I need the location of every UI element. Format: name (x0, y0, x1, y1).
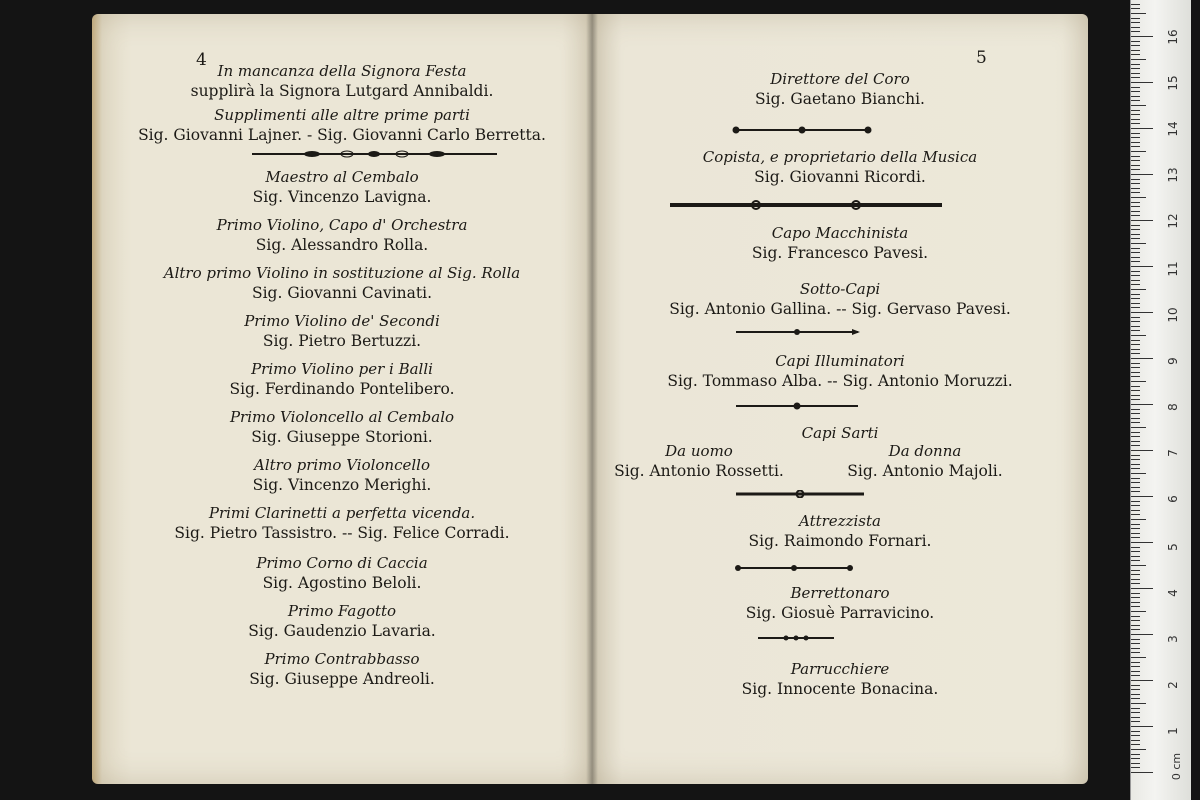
entry-role: Supplimenti alle altre prime parti (214, 106, 470, 124)
ruler-tick (1131, 703, 1146, 704)
ruler-tick (1131, 68, 1140, 69)
entry-role: Capi Illuminatori (775, 352, 905, 370)
ruler-tick (1131, 445, 1140, 446)
ruler-tick (1131, 156, 1140, 157)
ruler-tick (1131, 574, 1140, 575)
ruler-tick (1131, 528, 1140, 529)
entry-corno (92, 554, 592, 593)
ruler-tick (1131, 105, 1146, 106)
ruler-tick (1131, 519, 1146, 520)
ruler-tick (1131, 551, 1140, 552)
ruler-tick (1131, 464, 1140, 465)
entry-role: Primo Contrabbasso (264, 650, 420, 668)
ruler-tick (1131, 77, 1140, 78)
ruler-tick (1131, 146, 1140, 147)
ruler-tick (1131, 758, 1140, 759)
ruler-tick (1131, 64, 1140, 65)
entry-violoncello-cembalo (92, 408, 592, 447)
entry-name: Sig. Raimondo Fornari. (748, 532, 932, 550)
entry-maestro (92, 168, 592, 207)
entry-name: Sig. Giuseppe Storioni. (251, 428, 433, 446)
ruler-tick (1131, 602, 1140, 603)
ruler-tick (1131, 496, 1153, 497)
entry-role: Direttore del Coro (770, 70, 910, 88)
ruler-tick (1131, 459, 1140, 460)
ruler-tick (1131, 482, 1140, 483)
entry-berrettonaro (592, 584, 1088, 623)
ruler-tick (1131, 128, 1153, 129)
ruler-tick (1131, 579, 1140, 580)
ruler-tick (1131, 96, 1140, 97)
entry-role: In mancanza della Signora Festa (217, 62, 467, 80)
entry-capi-sarti (592, 424, 1088, 443)
ruler-number: 16 (1166, 29, 1180, 45)
ruler-tick (1131, 169, 1140, 170)
ruler-tick (1131, 399, 1140, 400)
sarti-donna (820, 442, 1030, 481)
ruler-tick (1131, 542, 1153, 543)
ruler-tick (1131, 110, 1140, 111)
ruler-tick (1131, 735, 1140, 736)
ruler-tick (1131, 468, 1140, 469)
ornament-divider (732, 126, 872, 134)
ruler-tick (1131, 763, 1140, 764)
ruler-tick (1131, 478, 1140, 479)
ruler-tick (1131, 87, 1140, 88)
ruler-tick (1131, 767, 1140, 768)
ruler-number: 2 (1166, 681, 1180, 689)
ruler-tick (1131, 307, 1140, 308)
entry-role: Sotto-Capi (799, 280, 881, 298)
ruler-tick (1131, 487, 1140, 488)
ruler-tick (1131, 18, 1140, 19)
entry-name: Sig. Francesco Pavesi. (751, 244, 929, 262)
ruler-number: 3 (1166, 635, 1180, 643)
ruler-tick (1131, 340, 1140, 341)
ruler-tick (1131, 50, 1140, 51)
entry-macchinista (592, 224, 1088, 263)
ruler-tick (1131, 160, 1140, 161)
ruler-tick (1131, 211, 1140, 212)
entry-coro (592, 70, 1088, 109)
ruler-tick (1131, 133, 1140, 134)
ruler-tick (1131, 754, 1140, 755)
ruler-tick (1131, 570, 1140, 571)
entry-name: Sig. Gaudenzio Lavaria. (248, 622, 436, 640)
entry-name: Sig. Pietro Bertuzzi. (262, 332, 422, 350)
ruler-tick (1131, 353, 1140, 354)
entry-fagotto (92, 602, 592, 641)
ruler-tick (1131, 740, 1140, 741)
ruler-tick (1131, 524, 1140, 525)
entry-name: Sig. Pietro Tassistro. -- Sig. Felice Corradi. (174, 524, 510, 542)
ruler-tick (1131, 280, 1140, 281)
entry-role: Attrezzista (799, 512, 881, 530)
ruler-tick (1131, 261, 1140, 262)
ruler-number: 4 (1166, 589, 1180, 597)
ruler-tick (1131, 100, 1140, 101)
entry-name: Sig. Tommaso Alba. -- Sig. Antonio Moruzzi. (667, 372, 1013, 390)
entry-role: Primo Fagotto (287, 602, 397, 620)
ruler-tick (1131, 197, 1146, 198)
entry-name: Sig. Giovanni Cavinati. (251, 284, 433, 302)
ruler-tick (1131, 675, 1140, 676)
sarti-uomo-role: Da uomo (665, 442, 733, 460)
ruler-tick (1131, 694, 1140, 695)
ruler-number: 10 (1166, 307, 1180, 323)
entry-attrezzista (592, 512, 1088, 551)
ruler-tick (1131, 698, 1140, 699)
ruler-tick (1131, 386, 1140, 387)
ruler-tick (1131, 229, 1140, 230)
ruler-tick (1131, 510, 1140, 511)
ruler-tick (1131, 404, 1153, 405)
ruler-tick (1131, 321, 1140, 322)
ruler-tick (1131, 381, 1146, 382)
entry-clarinetti (92, 504, 592, 543)
entry-name: Sig. Gaetano Bianchi. (755, 90, 925, 108)
ruler-tick (1131, 648, 1140, 649)
measuring-ruler (1130, 0, 1191, 800)
ruler-tick (1131, 206, 1140, 207)
sarti-donna-role: Da donna (888, 442, 962, 460)
ruler-tick (1131, 409, 1140, 410)
entry-name: supplirà la Signora Lutgard Annibaldi. (190, 82, 494, 100)
ruler-tick (1131, 372, 1140, 373)
ruler-tick (1131, 639, 1140, 640)
ruler-tick (1131, 625, 1140, 626)
ruler-tick (1131, 588, 1153, 589)
entry-copista (592, 148, 1088, 187)
ruler-tick (1131, 298, 1140, 299)
ruler-tick (1131, 31, 1140, 32)
ruler-tick (1131, 731, 1140, 732)
ruler-tick (1131, 680, 1153, 681)
ruler-tick (1131, 363, 1140, 364)
ruler-tick (1131, 413, 1140, 414)
entry-role: Primo Violoncello al Cembalo (229, 408, 455, 426)
ornament-divider (756, 634, 836, 642)
ruler-unit: 0 cm (1170, 752, 1184, 781)
ruler-tick (1131, 744, 1140, 745)
entry-contrabbasso (92, 650, 592, 689)
ruler-tick (1131, 137, 1140, 138)
entry-role: Primo Corno di Caccia (256, 554, 428, 572)
right-page (592, 14, 1088, 784)
ruler-tick (1131, 13, 1146, 14)
entry-altro-violoncello (92, 456, 592, 495)
ruler-tick (1131, 666, 1140, 667)
entry-role: Capi Sarti (801, 424, 879, 442)
entry-role: Primo Violino per i Balli (251, 360, 433, 378)
entry-role: Primi Clarinetti a perfetta vicenda. (208, 504, 476, 522)
ruler-tick (1131, 473, 1146, 474)
ruler-tick (1131, 188, 1140, 189)
ruler-tick (1131, 533, 1140, 534)
ruler-tick (1131, 422, 1140, 423)
entry-name: Sig. Giovanni Lajner. - Sig. Giovanni Carlo Berretta. (138, 126, 546, 144)
ruler-tick (1131, 556, 1140, 557)
ruler-tick (1131, 749, 1146, 750)
ruler-tick (1131, 662, 1140, 663)
ornament-divider (734, 564, 854, 572)
left-page (92, 14, 592, 784)
ruler-tick (1131, 344, 1140, 345)
ruler-tick (1131, 165, 1140, 166)
ruler-tick (1131, 432, 1140, 433)
ruler-number: 14 (1166, 121, 1180, 137)
ruler-tick (1131, 634, 1153, 635)
ruler-tick (1131, 491, 1140, 492)
entry-supplimenti (92, 106, 592, 145)
ruler-tick (1131, 312, 1153, 313)
entry-festa (92, 62, 592, 101)
ruler-tick (1131, 234, 1140, 235)
ruler-tick (1131, 597, 1140, 598)
ruler-tick (1131, 671, 1140, 672)
ruler-tick (1131, 114, 1140, 115)
ruler-number: 15 (1166, 75, 1180, 91)
entry-violino-secondi (92, 312, 592, 351)
entry-name: Sig. Ferdinando Pontelibero. (229, 380, 455, 398)
ruler-tick (1131, 717, 1140, 718)
ruler-tick (1131, 202, 1140, 203)
ruler-number: 5 (1166, 543, 1180, 551)
ornament-divider (252, 150, 497, 158)
ruler-tick (1131, 248, 1140, 249)
ruler-tick (1131, 220, 1153, 221)
entry-role: Copista, e proprietario della Musica (702, 148, 978, 166)
ruler-tick (1131, 330, 1140, 331)
ruler-tick (1131, 537, 1140, 538)
ruler-tick (1131, 441, 1140, 442)
ruler-tick (1131, 565, 1146, 566)
ruler-tick (1131, 611, 1146, 612)
entry-name: Sig. Agostino Beloli. (262, 574, 422, 592)
ruler-number: 1 (1166, 727, 1180, 735)
entry-name: Sig. Vincenzo Merighi. (252, 476, 432, 494)
ruler-tick (1131, 45, 1140, 46)
ruler-tick (1131, 643, 1140, 644)
ruler-tick (1131, 657, 1146, 658)
ruler-tick (1131, 708, 1140, 709)
ruler-tick (1131, 142, 1140, 143)
ruler-tick (1131, 616, 1140, 617)
ruler-tick (1131, 41, 1140, 42)
entry-role: Berrettonaro (790, 584, 890, 602)
ruler-tick (1131, 652, 1140, 653)
page-number-left: 4 (196, 50, 207, 70)
ruler-tick (1131, 501, 1140, 502)
ruler-tick (1131, 505, 1140, 506)
ruler-tick (1131, 294, 1140, 295)
ruler-tick (1131, 119, 1140, 120)
ruler-tick (1131, 252, 1140, 253)
book-gutter (586, 14, 598, 784)
ruler-tick (1131, 685, 1140, 686)
ruler-tick (1131, 629, 1140, 630)
ruler-tick (1131, 620, 1140, 621)
ruler-tick (1131, 284, 1140, 285)
ruler-tick (1131, 266, 1153, 267)
ruler-tick (1131, 547, 1140, 548)
ruler-tick (1131, 27, 1140, 28)
ruler-tick (1131, 271, 1140, 272)
entry-name: Sig. Giuseppe Andreoli. (249, 670, 435, 688)
ornament-divider (732, 402, 862, 410)
ruler-tick (1131, 91, 1140, 92)
ruler-number: 7 (1166, 449, 1180, 457)
ruler-tick (1131, 455, 1140, 456)
ruler-tick (1131, 151, 1146, 152)
ruler-tick (1131, 583, 1140, 584)
ruler-tick (1131, 436, 1140, 437)
entry-name: Sig. Antonio Gallina. -- Sig. Gervaso Pavesi. (669, 300, 1011, 318)
ruler-tick (1131, 275, 1140, 276)
ruler-tick (1131, 123, 1140, 124)
entry-name: Sig. Vincenzo Lavigna. (252, 188, 432, 206)
entry-illuminatori (592, 352, 1088, 391)
entry-name: Sig. Alessandro Rolla. (255, 236, 429, 254)
ruler-tick (1131, 238, 1140, 239)
ruler-tick (1131, 689, 1140, 690)
ruler-tick (1131, 721, 1140, 722)
entry-role: Primo Violino, Capo d' Orchestra (216, 216, 468, 234)
ruler-tick (1131, 326, 1140, 327)
ruler-tick (1131, 59, 1146, 60)
entry-role: Capo Macchinista (771, 224, 909, 242)
ruler-tick (1131, 606, 1140, 607)
ruler-tick (1131, 22, 1140, 23)
ruler-tick (1131, 225, 1140, 226)
book-spread (92, 14, 1088, 784)
ruler-tick (1131, 303, 1140, 304)
ruler-number: 9 (1166, 357, 1180, 365)
ruler-tick (1131, 54, 1140, 55)
ruler-tick (1131, 450, 1153, 451)
ruler-tick (1131, 73, 1140, 74)
sarti-uomo (604, 442, 794, 481)
ornament-divider (732, 328, 862, 336)
ruler-tick (1131, 427, 1146, 428)
entry-violino-balli (92, 360, 592, 399)
ruler-tick (1131, 317, 1140, 318)
ruler-tick (1131, 257, 1140, 258)
entry-sotto-capi (592, 280, 1088, 319)
ruler-tick (1131, 243, 1146, 244)
ruler-number: 11 (1166, 261, 1180, 277)
ruler-tick (1131, 8, 1140, 9)
ruler-tick (1131, 179, 1140, 180)
entry-name: Sig. Giosuè Parravicino. (745, 604, 935, 622)
entry-role: Altro primo Violoncello (253, 456, 430, 474)
ruler-tick (1131, 192, 1140, 193)
ruler-tick (1131, 215, 1140, 216)
entry-role: Parrucchiere (790, 660, 890, 678)
ruler-tick (1131, 376, 1140, 377)
ornament-divider (666, 200, 946, 210)
ruler-tick (1131, 593, 1140, 594)
ruler-tick (1131, 183, 1140, 184)
sarti-uomo-name: Sig. Antonio Rossetti. (614, 462, 784, 480)
ruler-number: 13 (1166, 167, 1180, 183)
ruler-tick (1131, 390, 1140, 391)
entry-role: Maestro al Cembalo (265, 168, 419, 186)
entry-altro-violino (92, 264, 592, 303)
ornament-divider (732, 490, 868, 498)
ruler-tick (1131, 726, 1153, 727)
page-number-right: 5 (976, 48, 987, 68)
entry-role: Altro primo Violino in sostituzione al Sig. Rolla (163, 264, 521, 282)
ruler-tick (1131, 367, 1140, 368)
ruler-tick (1131, 358, 1153, 359)
ruler-tick (1131, 712, 1140, 713)
ruler-tick (1131, 335, 1146, 336)
sarti-donna-name: Sig. Antonio Majoli. (847, 462, 1003, 480)
ruler-tick (1131, 772, 1153, 773)
ruler-tick (1131, 560, 1140, 561)
ruler-tick (1131, 349, 1140, 350)
ruler-number: 8 (1166, 403, 1180, 411)
entry-parrucchiere (592, 660, 1088, 699)
ruler-tick (1131, 36, 1153, 37)
ruler-tick (1131, 4, 1140, 5)
entry-role: Primo Violino de' Secondi (244, 312, 440, 330)
ruler-number: 6 (1166, 495, 1180, 503)
ruler-number: 12 (1166, 213, 1180, 229)
entry-name: Sig. Giovanni Ricordi. (754, 168, 926, 186)
ruler-tick (1131, 514, 1140, 515)
ruler-tick (1131, 395, 1140, 396)
ruler-tick (1131, 82, 1153, 83)
entry-name: Sig. Innocente Bonacina. (741, 680, 939, 698)
ruler-tick (1131, 174, 1153, 175)
entry-violino-capo (92, 216, 592, 255)
ruler-tick (1131, 418, 1140, 419)
ruler-tick (1131, 289, 1146, 290)
